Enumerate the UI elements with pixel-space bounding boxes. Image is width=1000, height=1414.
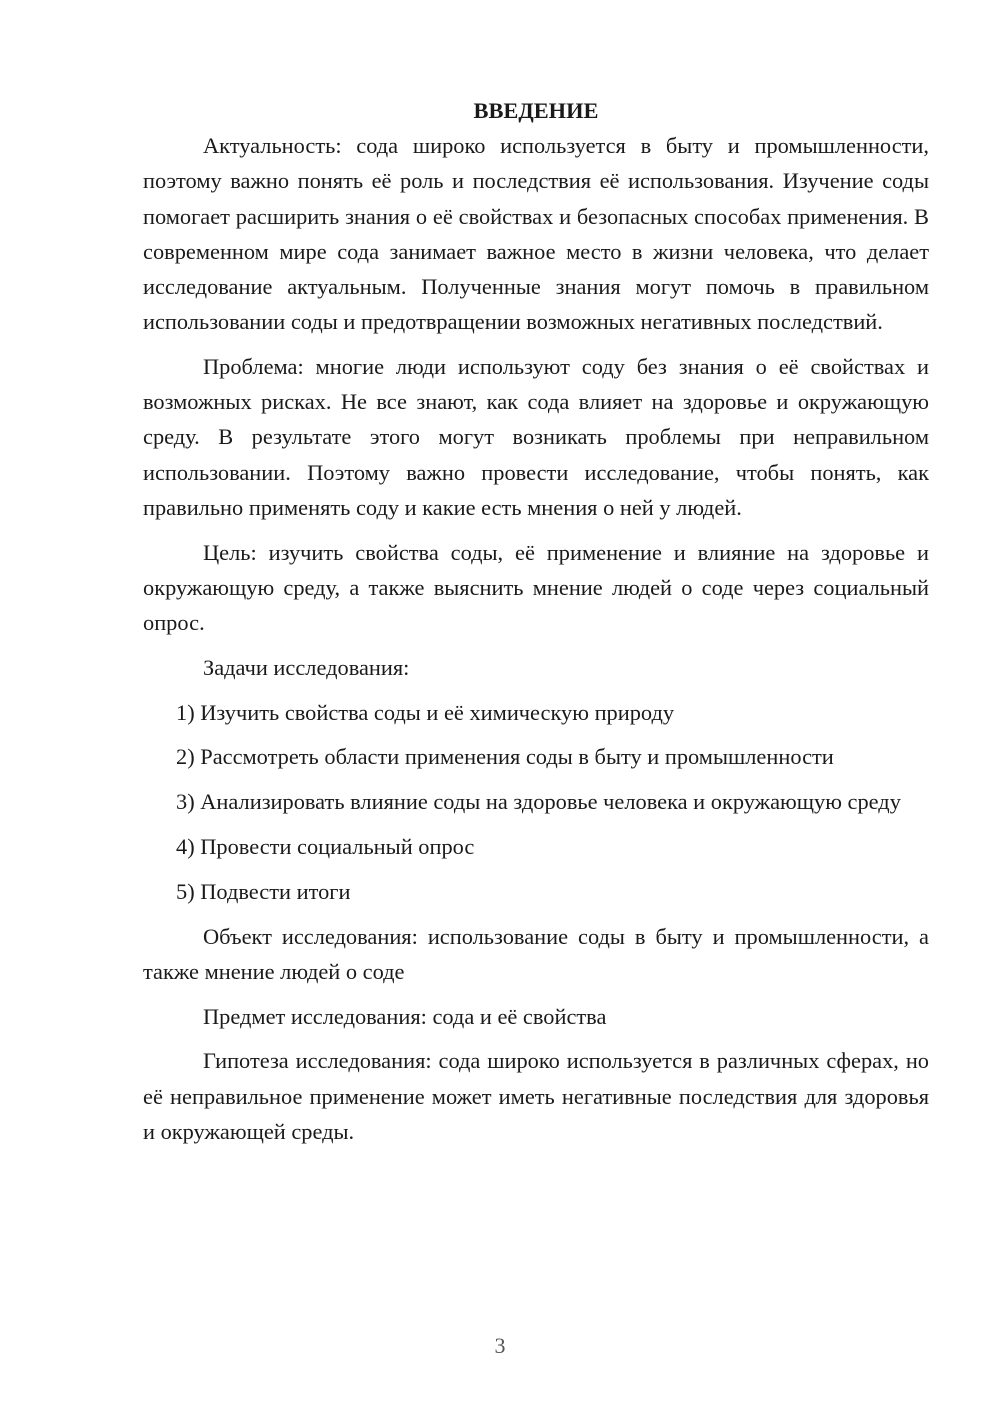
paragraph-tasks-heading: Задачи исследования: bbox=[203, 654, 410, 680]
paragraph-problem: Проблема: многие люди используют соду без знания о её свойствах и возможных рисках. Не все знают, как сода влияет на здоровье и окружающую среду. В результате этого могут возникать проблемы при неправильном использовании. Поэтому важно провести исследование, чтобы понять, как правильно применять соду и какие есть мнения о ней у людей. bbox=[143, 354, 929, 520]
paragraph-goal: Цель: изучить свойства соды, её применение и влияние на здоровье и окружающую среду, а также выяснить мнение людей о соде через социальный опрос. bbox=[143, 539, 929, 636]
paragraph-relevance: Актуальность: сода широко используется в быту и промышленности, поэтому важно понять её роль и последствия её использования. Изучение соды помогает расширить знания о её свойствах и безопасных способах применения. В современном мире сода занимает важное место в жизни человека, что делает исследование актуальным. Полученные знания могут помочь в правильном использовании соды и предотвращении возможных негативных последствий. bbox=[143, 133, 929, 335]
task-item-3: 3) Анализировать влияние соды на здоровье человека и окружающую среду bbox=[176, 789, 901, 815]
section-title: ВВЕДЕНИЕ bbox=[473, 98, 599, 123]
paragraph-hypothesis: Гипотеза исследования: сода широко используется в различных сферах, но её неправильное применение может иметь негативные последствия для здоровья и окружающей среды. bbox=[143, 1048, 929, 1144]
task-item-1: 1) Изучить свойства соды и её химическую природу bbox=[176, 699, 675, 725]
document-page bbox=[143, 93, 929, 1149]
paragraph-subject: Предмет исследования: сода и её свойства bbox=[203, 1003, 607, 1029]
paragraph-object: Объект исследования: использование соды в быту и промышленности, а также мнение людей о соде bbox=[143, 923, 929, 984]
task-item-2: 2) Рассмотреть области применения соды в быту и промышленности bbox=[176, 744, 834, 770]
page-number: 3 bbox=[494, 1333, 506, 1358]
task-item-4: 4) Провести социальный опрос bbox=[176, 834, 475, 860]
task-item-5: 5) Подвести итоги bbox=[176, 878, 351, 904]
